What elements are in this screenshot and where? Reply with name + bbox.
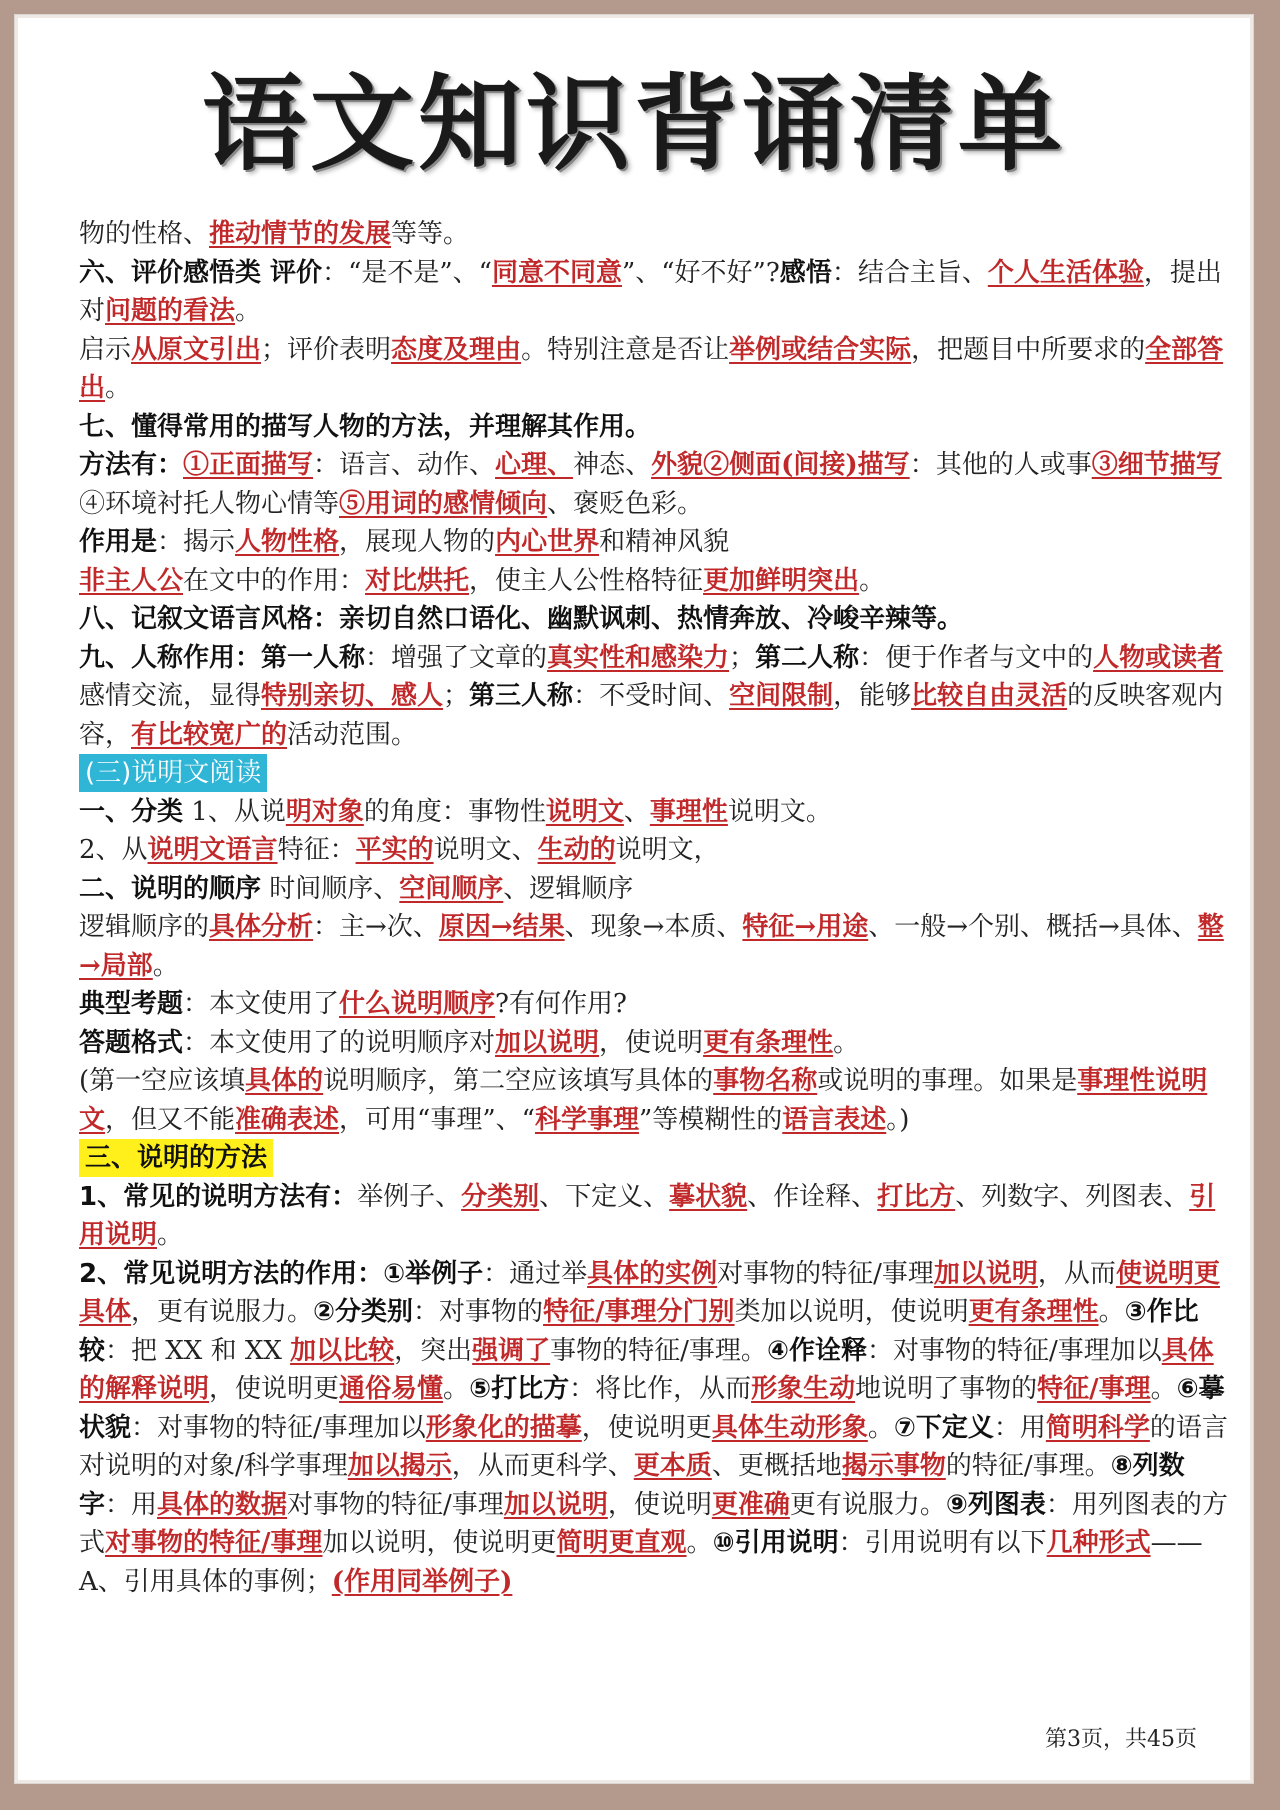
bold-label: 第三人称: [469, 681, 574, 711]
paragraph: [79, 870, 1231, 909]
text-span: 加以说明，使说明更: [322, 1528, 557, 1558]
text-span: 说明文、: [433, 835, 538, 865]
section-heading: 三、说明的方法: [79, 1139, 273, 1177]
text-span: ：结合主旨、: [831, 257, 988, 288]
key-phrase: 几种形式: [1046, 1528, 1151, 1558]
text-span: 。: [152, 950, 179, 981]
key-phrase: 具体生动形象: [711, 1412, 868, 1443]
bold-label: 六、评价感悟类 评价: [79, 257, 323, 288]
text-span: 和精神风貌: [599, 527, 730, 557]
key-phrase: 更有条理性: [968, 1297, 1099, 1327]
key-phrase: 加以说明: [933, 1258, 1038, 1289]
page-number: 第3页，共45页: [1045, 1727, 1197, 1752]
text-span: 或说明的事理。如果是: [817, 1066, 1078, 1096]
paragraph: [79, 831, 1231, 870]
paragraph: [79, 331, 1231, 408]
key-phrase: 事理性说明文: [79, 1066, 1208, 1135]
text-span: ——A、引用具体的事例；: [79, 1528, 1203, 1597]
text-span: ，使主人公性格特征: [469, 565, 704, 596]
key-phrase: 推动情节的发展: [209, 219, 392, 249]
bold-label: ⑩引用说明: [712, 1528, 839, 1558]
text-span: ：引用说明有以下: [838, 1528, 1047, 1558]
bold-label: ⑥摹状貌: [79, 1374, 1225, 1443]
bold-label: 作用是: [79, 527, 158, 557]
key-phrase: 空间顺序: [399, 873, 504, 904]
text-span: ：用列图表的方式: [79, 1489, 1228, 1558]
text-span: ；: [443, 681, 470, 711]
key-phrase: 特征/事理分门别: [543, 1297, 735, 1327]
key-phrase: 更准确: [711, 1489, 790, 1520]
bold-label: ③作比较: [79, 1297, 1199, 1366]
text-span: ?有何作用?: [495, 989, 627, 1019]
key-phrase: 加以比较: [290, 1335, 395, 1366]
key-phrase: 通俗易懂: [339, 1374, 444, 1404]
key-phrase: 特征/事理: [1037, 1374, 1151, 1404]
text-span: ：对事物的: [413, 1297, 544, 1327]
key-phrase: 有比较宽广的: [131, 719, 288, 750]
text-span: 。: [833, 1027, 860, 1058]
text-span: ：将比作，从而: [569, 1374, 752, 1404]
key-phrase: 加以揭示: [347, 1451, 452, 1481]
text-span: 对事物的特征/事理: [717, 1258, 934, 1289]
key-phrase: 加以说明: [495, 1027, 600, 1058]
text-span: ，使说明更: [581, 1412, 712, 1443]
section-heading: (三)说明文阅读: [79, 754, 267, 792]
title-area: [15, 65, 1253, 215]
bold-label: 典型考题: [79, 989, 184, 1019]
paragraph: [79, 908, 1231, 985]
text-span: 对事物的特征/事理: [287, 1489, 504, 1520]
text-span: 类加以说明，使说明: [734, 1297, 969, 1327]
key-phrase: 揭示事物: [841, 1451, 946, 1481]
text-span: 的反映客观内容，: [79, 681, 1224, 750]
key-phrase: 形象生动: [751, 1374, 856, 1404]
text-span: ：揭示: [157, 527, 236, 557]
key-phrase: 简明更直观: [556, 1528, 687, 1558]
text-span: 、: [623, 796, 650, 827]
key-phrase: 加以说明: [503, 1489, 608, 1520]
bold-label: ⑦下定义: [893, 1412, 994, 1443]
key-phrase: 分类别: [461, 1181, 540, 1212]
paragraph: [79, 1062, 1231, 1139]
key-phrase: 形象化的描摹: [425, 1412, 582, 1443]
text-span: ：增强了文章的: [365, 642, 548, 673]
paragraph: [79, 446, 1231, 523]
text-span: 、更概括地: [711, 1451, 842, 1481]
bold-label: ⑤打比方: [469, 1374, 570, 1404]
text-span: ：把 XX 和 XX: [105, 1335, 291, 1366]
bold-label: 答题格式: [79, 1027, 184, 1058]
document-body: [79, 215, 1231, 1601]
text-span: 在文中的作用：: [183, 565, 366, 596]
paragraph: [79, 639, 1231, 755]
bold-label: ②分类别: [313, 1297, 414, 1327]
key-phrase: 外貌②侧面(间接)描写: [651, 450, 910, 480]
key-phrase: 明对象: [285, 796, 364, 827]
key-phrase: 具体的数据: [157, 1489, 288, 1520]
text-span: ，使说明: [599, 1027, 704, 1058]
paragraph: [79, 254, 1231, 331]
text-span: ：“是不是”、“: [322, 257, 492, 288]
key-phrase: 科学事理: [534, 1104, 639, 1135]
key-phrase: ⑤用词的感情倾向: [339, 488, 548, 519]
bold-label: 感悟: [779, 257, 832, 288]
key-phrase: 空间限制: [729, 681, 834, 711]
key-phrase: 个人生活体验: [987, 257, 1144, 288]
text-span: ：对事物的特征/事理加以: [131, 1412, 426, 1443]
key-phrase: 全部答出: [79, 334, 1224, 403]
text-span: 的角度：事物性: [363, 796, 546, 827]
bold-label: 方法有：: [79, 450, 184, 480]
text-span: ，可用“事理”、“: [339, 1104, 535, 1135]
text-span: 说明文，: [615, 835, 720, 865]
text-span: ”等模糊性的: [638, 1104, 783, 1135]
text-span: 。: [859, 565, 886, 596]
text-span: 。: [235, 296, 262, 326]
key-phrase: ①正面描写: [183, 450, 314, 480]
text-span: ，展现人物的: [339, 527, 496, 557]
key-phrase: 摹状貌: [669, 1181, 748, 1212]
bold-label: 二、说明的顺序: [79, 873, 262, 904]
text-span: ：主→次、: [313, 912, 439, 942]
text-span: 、列数字、列图表、: [955, 1181, 1190, 1212]
key-phrase: 比较自由灵活: [911, 681, 1068, 711]
bold-label: 一、分类: [79, 796, 184, 827]
paragraph: [79, 1139, 1231, 1178]
text-span: 、褒贬色彩。: [547, 488, 704, 519]
key-phrase: 事理性: [649, 796, 728, 827]
key-phrase: 问题的看法: [105, 296, 236, 326]
key-phrase: 从原文引出: [131, 334, 262, 365]
bold-label: ⑨列图表: [945, 1489, 1046, 1520]
text-span: ，从而更科学、: [451, 1451, 634, 1481]
text-span: 的语言对说明的对象/科学事理: [79, 1412, 1228, 1481]
paragraph: [79, 1255, 1231, 1602]
key-phrase: 原因→结果: [438, 912, 565, 942]
text-span: ，能够: [833, 681, 912, 711]
text-span: 说明文。: [727, 796, 832, 827]
paragraph: [79, 215, 1231, 254]
text-span: 逻辑顺序的: [79, 912, 210, 942]
page-frame: [14, 14, 1254, 1784]
text-span: 的特征/事理。: [945, 1451, 1111, 1481]
key-phrase: 真实性和感染力: [547, 642, 730, 673]
paragraph: [79, 408, 1231, 447]
key-phrase: 整→局部: [79, 912, 1224, 981]
text-span: ：其他的人或事: [909, 450, 1092, 480]
text-span: ：对事物的特征/事理加以: [866, 1335, 1162, 1366]
key-phrase: 具体分析: [209, 912, 314, 942]
text-span: 时间顺序、: [261, 873, 400, 904]
text-span: 、作诠释、: [747, 1181, 878, 1212]
key-phrase: 更有条理性: [703, 1027, 834, 1058]
text-span: 、逻辑顺序: [503, 873, 634, 904]
bold-label: 九、人称作用：第一人称: [79, 642, 366, 673]
text-span: ，使说明: [607, 1489, 712, 1520]
text-span: 。): [886, 1104, 910, 1135]
key-phrase: 对比烘托: [365, 565, 470, 596]
key-phrase: 说明文语言: [147, 835, 278, 865]
text-span: 。: [686, 1528, 713, 1558]
paragraph: [79, 562, 1231, 601]
bold-label: ⑧列数字: [79, 1451, 1185, 1520]
text-span: ，提出对: [79, 257, 1222, 326]
text-span: ④环境衬托人物心情等: [79, 488, 340, 519]
text-span: ”、“好不好”?: [621, 257, 780, 288]
key-phrase: 态度及理由: [391, 334, 522, 365]
bold-label: ④作诠释: [766, 1335, 867, 1366]
paragraph: [79, 754, 1231, 793]
text-span: 感情交流，显得: [79, 681, 262, 711]
key-phrase: 特征→用途: [742, 912, 869, 942]
key-phrase: 心理、: [495, 450, 574, 480]
key-phrase: 举例或结合实际: [729, 334, 912, 365]
text-span: ，更有说服力。: [131, 1297, 314, 1327]
key-phrase: 简明科学: [1045, 1412, 1150, 1443]
key-phrase: 强调了: [472, 1335, 551, 1366]
text-span: ：通过举: [483, 1258, 588, 1289]
key-phrase: 生动的: [537, 835, 616, 865]
key-phrase: 特别亲切、感人: [261, 681, 444, 711]
key-phrase: (作用同举例子): [331, 1566, 513, 1597]
text-span: 等等。: [391, 219, 470, 249]
bold-label: 第二人称: [755, 642, 860, 673]
key-phrase: 同意不同意: [491, 257, 622, 288]
text-span: (第一空应该填: [79, 1066, 246, 1096]
key-phrase: 事物名称: [713, 1066, 818, 1096]
bold-label: 2、常见说明方法的作用：①举例子: [79, 1258, 484, 1289]
text-span: ，突出: [394, 1335, 473, 1366]
text-span: 活动范围。: [287, 719, 418, 750]
key-phrase: 具体的: [245, 1066, 324, 1096]
text-span: 。: [867, 1412, 894, 1443]
text-span: ，把题目中所要求的: [911, 334, 1146, 365]
text-span: ，但又不能: [105, 1104, 236, 1135]
text-span: 2、从: [79, 835, 148, 865]
page-title: 语文知识背诵清单: [201, 63, 1066, 185]
text-span: ：用: [993, 1412, 1046, 1443]
paragraph: [79, 793, 1231, 832]
text-span: ：本文使用了的说明顺序对: [183, 1027, 496, 1058]
text-span: 说明顺序，第二空应该填写具体的: [323, 1066, 714, 1096]
key-phrase: 具体的实例: [587, 1258, 718, 1289]
text-span: ，从而: [1037, 1258, 1116, 1289]
text-span: ，使说明更: [209, 1374, 340, 1404]
paragraph: [79, 1024, 1231, 1063]
text-span: ：不受时间、: [573, 681, 730, 711]
paragraph: [79, 1178, 1231, 1255]
paragraph: [79, 985, 1231, 1024]
text-span: 事物的特征/事理。: [550, 1335, 767, 1366]
text-span: 举例子、: [357, 1181, 462, 1212]
text-span: 。: [443, 1374, 470, 1404]
key-phrase: 说明文: [545, 796, 624, 827]
key-phrase: 更本质: [633, 1451, 712, 1481]
key-phrase: 平实的: [355, 835, 434, 865]
text-span: ；: [729, 642, 756, 673]
text-span: 。: [157, 1220, 184, 1250]
key-phrase: 使说明更具体: [79, 1258, 1220, 1327]
text-span: 。: [105, 373, 132, 403]
text-span: 。: [1098, 1297, 1125, 1327]
key-phrase: 非主人公: [79, 565, 184, 596]
key-phrase: 具体的解释说明: [79, 1335, 1214, 1404]
paragraph: [79, 600, 1231, 639]
text-span: 。特别注意是否让: [521, 334, 730, 365]
key-phrase: 对事物的特征/事理: [105, 1528, 323, 1558]
key-phrase: 准确表述: [235, 1104, 340, 1135]
bold-label: 1、常见的说明方法有：: [79, 1181, 358, 1212]
text-span: 1、从说: [183, 796, 286, 827]
text-span: ：本文使用了: [183, 989, 340, 1019]
text-span: 、下定义、: [539, 1181, 670, 1212]
text-span: ；评价表明: [261, 334, 392, 365]
bold-label: 七、懂得常用的描写人物的方法，并理解其作用。: [79, 411, 652, 442]
text-span: 特征：: [277, 835, 356, 865]
text-span: 地说明了事物的: [855, 1374, 1038, 1404]
key-phrase: 人物性格: [235, 527, 340, 557]
key-phrase: 语言表述: [782, 1104, 887, 1135]
bold-label: 八、记叙文语言风格：亲切自然口语化、幽默讽刺、热情奔放、冷峻辛辣等。: [79, 604, 964, 634]
text-span: 。: [1150, 1374, 1177, 1404]
key-phrase: 打比方: [877, 1181, 956, 1212]
text-span: 启示: [79, 334, 132, 365]
text-span: 、一般→个别、概括→具体、: [868, 912, 1198, 942]
key-phrase: ③细节描写: [1091, 450, 1222, 480]
text-span: 更有说服力。: [789, 1489, 946, 1520]
text-span: 物的性格、: [79, 219, 210, 249]
text-span: 、现象→本质、: [564, 912, 743, 942]
text-span: ：用: [105, 1489, 158, 1520]
key-phrase: 更加鲜明突出: [703, 565, 860, 596]
text-span: ：便于作者与文中的: [859, 642, 1094, 673]
key-phrase: 内心世界: [495, 527, 600, 557]
key-phrase: 什么说明顺序: [339, 989, 496, 1019]
key-phrase: 人物或读者: [1093, 642, 1224, 673]
text-span: ：语言、动作、: [313, 450, 496, 480]
text-span: 神态、: [573, 450, 652, 480]
key-phrase: 引用说明: [79, 1181, 1216, 1250]
paragraph: [79, 523, 1231, 562]
